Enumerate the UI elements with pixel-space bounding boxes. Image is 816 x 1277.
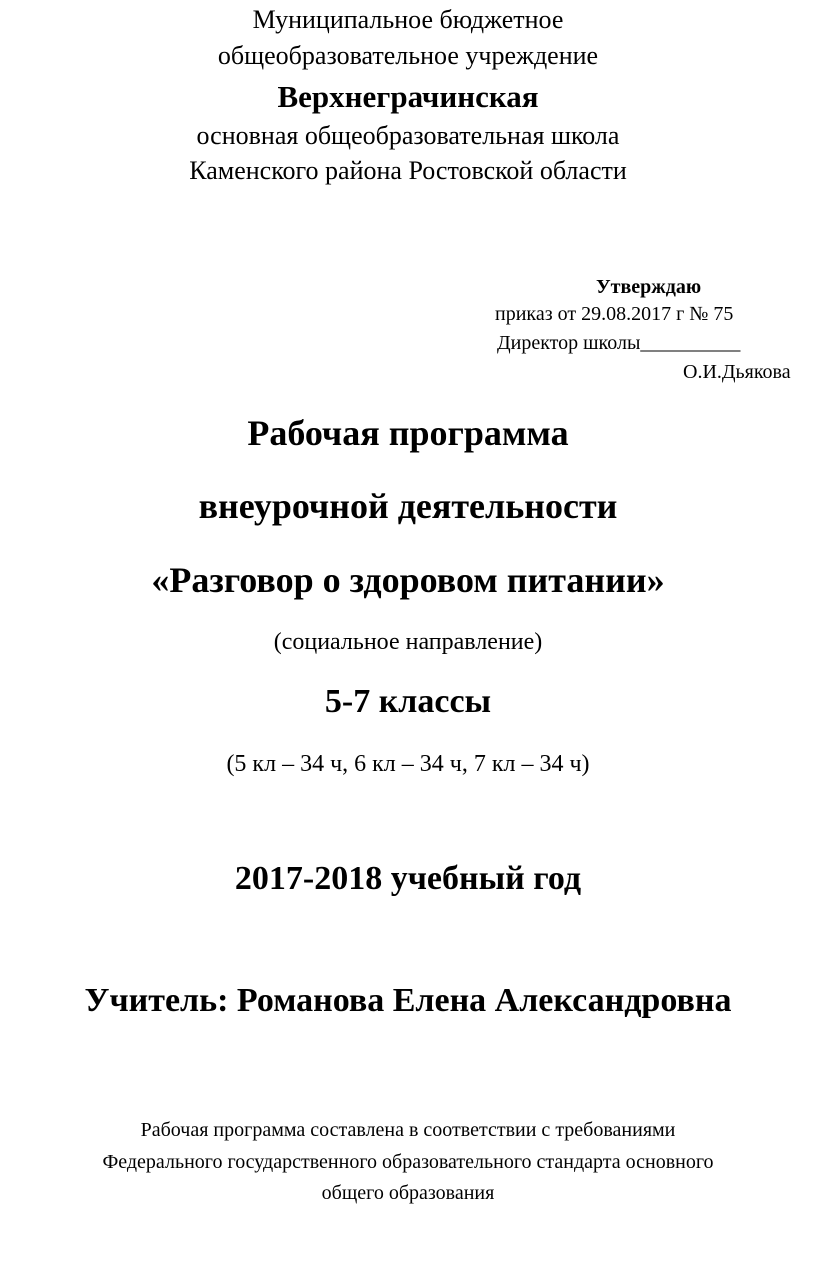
program-title-line-1: Рабочая программа (247, 413, 569, 453)
approval-director-name: О.И.Дьякова (683, 361, 791, 383)
school-level-line: основная общеобразовательная школа (196, 121, 620, 150)
program-hours: (5 кл – 34 ч, 6 кл – 34 ч, 7 кл – 34 ч) (226, 751, 590, 777)
program-direction: (социальное направление) (273, 629, 543, 655)
school-region-line: Каменского района Ростовской области (189, 156, 627, 185)
school-institution-line: общеобразовательное учреждение (217, 41, 599, 70)
footer-line-3: общего образования (321, 1182, 495, 1204)
program-title-line-2: внеурочной деятельности (198, 486, 618, 526)
school-type-line: Муниципальное бюджетное (252, 5, 564, 34)
approval-order: приказ от 29.08.2017 г № 75 (495, 303, 734, 325)
approval-director: Директор школы__________ (497, 332, 741, 354)
school-year: 2017-2018 учебный год (234, 860, 582, 897)
teacher-name: Учитель: Романова Елена Александровна (84, 982, 732, 1019)
school-name: Верхнеграчинская (277, 79, 539, 114)
program-title-line-3: «Разговор о здоровом питании» (151, 560, 665, 600)
footer-line-1: Рабочая программа составлена в соответствии с требованиями (140, 1119, 676, 1141)
program-grades: 5-7 классы (324, 683, 492, 720)
footer-line-2: Федерального государственного образовательного стандарта основного (102, 1151, 714, 1173)
approval-title: Утверждаю (596, 276, 702, 298)
